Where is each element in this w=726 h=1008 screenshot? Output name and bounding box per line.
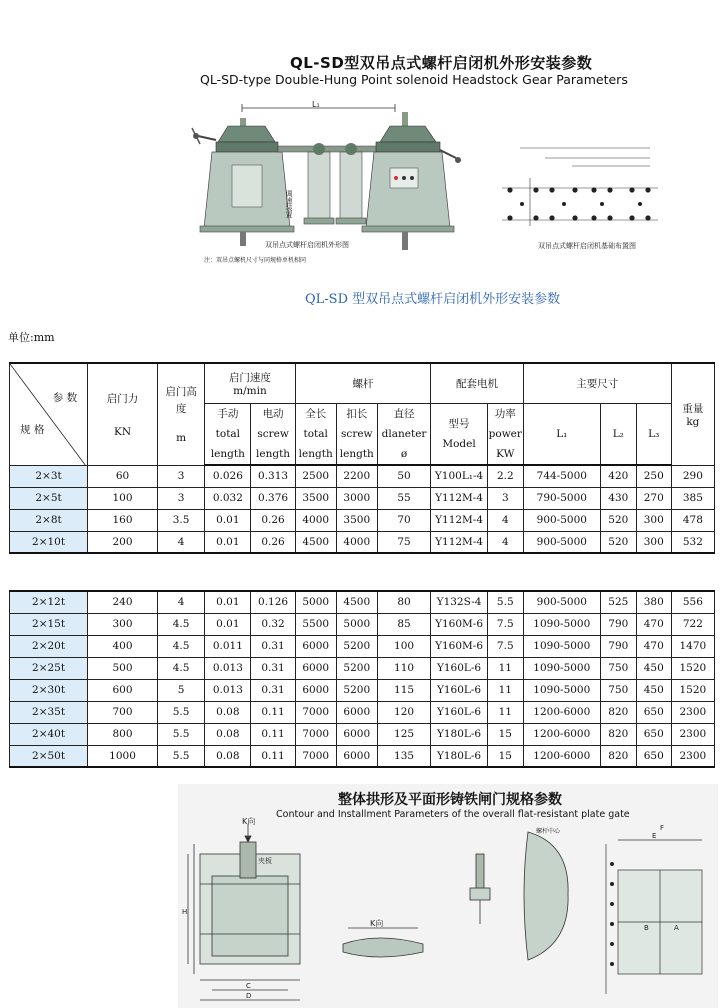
spec-cell: 2×15t [10,613,88,635]
data-cell: 0.11 [251,723,295,745]
spec-cell: 2×5t [10,487,88,509]
header-height [157,363,204,465]
header-dims: 主要尺寸 [523,363,671,403]
data-cell: 5.5 [157,723,204,745]
data-cell: 75 [377,531,430,553]
data-cell: 5200 [336,635,377,657]
data-cell: 420 [600,465,636,487]
clamp-label: 夹板 [258,857,272,865]
data-cell: 478 [671,509,714,531]
data-cell: 15 [487,745,523,767]
data-cell: 470 [636,613,671,635]
unit-label: 单位:mm [8,331,55,344]
data-cell: 0.313 [251,465,295,487]
data-cell: 430 [600,487,636,509]
header-motor: 配套电机 [431,363,523,403]
spec-cell: 2×40t [10,723,88,745]
data-cell: 5200 [336,679,377,701]
header-manual: 手动 total length [205,403,251,465]
data-cell: 4500 [336,591,377,613]
data-cell: 160 [88,509,158,531]
data-cell: 2500 [295,465,336,487]
data-cell: 0.013 [205,657,251,679]
data-cell: Y160L-6 [431,679,488,701]
corner-bottom-label: 规 格 [20,423,45,436]
data-cell: 500 [88,657,158,679]
header-speed-unit: m/min [233,384,267,397]
table-row [10,487,715,509]
data-cell: 7000 [295,723,336,745]
data-cell: 900-5000 [523,591,600,613]
gate-figure [178,784,718,1008]
data-cell: 3500 [336,509,377,531]
data-cell: Y180L-6 [431,723,488,745]
data-cell: 744-5000 [523,465,600,487]
data-cell: 15 [487,723,523,745]
data-cell: 0.31 [251,679,295,701]
k-direction-label: K向 [242,817,256,826]
data-cell: 200 [88,531,158,553]
header-electric: 电动 screw length [251,403,295,465]
data-cell: 0.08 [205,701,251,723]
data-cell: 0.013 [205,679,251,701]
data-cell: 5500 [295,613,336,635]
data-cell: 1200-6000 [523,701,600,723]
data-cell: 2200 [336,465,377,487]
dim-f-label: F [660,824,665,832]
data-cell: 1200-6000 [523,745,600,767]
data-cell: 7000 [295,745,336,767]
data-cell: 250 [636,465,671,487]
data-cell: 0.31 [251,657,295,679]
data-cell: 0.376 [251,487,295,509]
data-cell: 2300 [671,701,714,723]
data-cell: 1470 [671,635,714,657]
data-cell: 11 [487,657,523,679]
data-cell: 450 [636,679,671,701]
k-view-label: K向 [370,919,384,928]
data-cell: 520 [600,509,636,531]
data-cell: 50 [377,465,430,487]
data-cell: 0.01 [205,591,251,613]
data-cell: 5 [157,679,204,701]
table-body-group2 [10,591,715,767]
data-cell: 300 [636,531,671,553]
data-cell: 115 [377,679,430,701]
data-cell: 750 [600,657,636,679]
gate-figure-title-cn: 整体拱形及平面形铸铁闸门规格参数 [338,792,562,808]
caption-right: 双吊点式螺杆启闭机基础布置图 [538,242,636,250]
header-l2: L₂ [600,403,636,465]
caption-note: 注：双吊点螺机尺寸与同规格单机相同 [204,257,307,264]
header-corner [10,363,88,465]
header-weight-unit: kg [686,415,700,428]
data-cell: 470 [636,635,671,657]
side-label: 调速装置 [285,190,293,218]
data-cell: 0.026 [205,465,251,487]
data-cell: 1200-6000 [523,723,600,745]
header-height-unit: m [176,432,187,445]
data-cell: 100 [88,487,158,509]
header-l3: L₃ [636,403,671,465]
dim-h-label: H [182,908,188,916]
spec-cell: 2×20t [10,635,88,657]
data-cell: 1520 [671,657,714,679]
table-body-group1 [10,465,715,553]
table-row [10,591,715,613]
data-cell: 532 [671,531,714,553]
spec-cell: 2×10t [10,531,88,553]
data-cell: Y112M-4 [431,531,488,553]
data-cell: 750 [600,679,636,701]
data-cell: 0.31 [251,635,295,657]
data-cell: 4.5 [157,635,204,657]
spec-cell: 2×12t [10,591,88,613]
data-cell: 525 [600,591,636,613]
header-weight-label: 重量 [682,402,704,415]
data-cell: 722 [671,613,714,635]
dim-d-label: D [246,992,252,1000]
data-cell: Y180L-6 [431,745,488,767]
data-cell: 6000 [336,701,377,723]
data-cell: 2300 [671,745,714,767]
data-cell: 0.01 [205,509,251,531]
data-cell: 3000 [336,487,377,509]
data-cell: 0.08 [205,723,251,745]
data-cell: 520 [600,531,636,553]
header-speed [205,363,295,403]
data-cell: 5.5 [487,591,523,613]
table-row [10,465,715,487]
figure-title-en: QL-SD-type Double-Hung Point solenoid Headstock Gear Parameters [200,72,628,87]
data-cell: 5.5 [157,745,204,767]
data-cell: 11 [487,701,523,723]
data-cell: 800 [88,723,158,745]
data-cell: 5.5 [157,701,204,723]
table-row [10,635,715,657]
header-speed-label: 启门速度 [228,371,271,384]
headstock-figure [180,40,680,270]
data-cell: 4 [157,531,204,553]
headstock-drawing [180,40,680,270]
data-cell: 6000 [295,635,336,657]
data-cell: 600 [88,679,158,701]
data-cell: 300 [636,509,671,531]
data-cell: 4000 [295,509,336,531]
header-l1: L₁ [523,403,600,465]
header-power: 功率 power KW [487,403,523,465]
data-cell: Y160M-6 [431,613,488,635]
data-cell: 3 [487,487,523,509]
data-cell: 650 [636,723,671,745]
data-cell: 11 [487,679,523,701]
data-cell: 385 [671,487,714,509]
data-cell: 240 [88,591,158,613]
data-cell: 0.01 [205,613,251,635]
data-cell: 0.26 [251,531,295,553]
header-total-length: 全长 total length [295,403,336,465]
spec-cell: 2×3t [10,465,88,487]
spec-cell: 2×30t [10,679,88,701]
caption-left: 双吊点式螺杆启闭机外形图 [265,241,349,249]
data-cell: 2.2 [487,465,523,487]
table-row [10,723,715,745]
data-cell: 6000 [336,745,377,767]
spec-cell: 2×25t [10,657,88,679]
data-cell: 0.32 [251,613,295,635]
data-cell: 6000 [295,679,336,701]
header-weight [671,363,714,465]
header-screw-length: 扣长 screw length [336,403,377,465]
table-row [10,613,715,635]
data-cell: Y112M-4 [431,487,488,509]
header-force-unit: KN [114,425,132,438]
table-row [10,679,715,701]
data-cell: 0.01 [205,531,251,553]
data-cell: Y160L-6 [431,657,488,679]
data-cell: 650 [636,745,671,767]
header-force-label: 启门力 [106,392,139,405]
dim-a-label: A [674,924,679,932]
data-cell: 1520 [671,679,714,701]
data-cell: 270 [636,487,671,509]
data-cell: 4 [487,531,523,553]
data-cell: Y160M-6 [431,635,488,657]
data-cell: 290 [671,465,714,487]
data-cell: 0.011 [205,635,251,657]
spec-cell: 2×8t [10,509,88,531]
data-cell: 0.11 [251,745,295,767]
data-cell: 380 [636,591,671,613]
spec-table-1 [9,362,715,554]
data-cell: 820 [600,723,636,745]
data-cell: 300 [88,613,158,635]
section-heading: QL-SD 型双吊点式螺杆启闭机外形安装参数 [305,292,561,307]
data-cell: 135 [377,745,430,767]
data-cell: 3.5 [157,509,204,531]
data-cell: Y100L₁-4 [431,465,488,487]
data-cell: 790 [600,613,636,635]
data-cell: 4 [487,509,523,531]
data-cell: 7.5 [487,613,523,635]
data-cell: 4000 [336,531,377,553]
figure-title-cn: QL-SD型双吊点式螺杆启闭机外形安装参数 [290,54,593,72]
data-cell: 4.5 [157,657,204,679]
corner-top-label: 参 数 [52,392,78,404]
data-cell: 4500 [295,531,336,553]
data-cell: 5000 [295,591,336,613]
data-cell: 60 [88,465,158,487]
table-row [10,509,715,531]
data-cell: 4 [157,591,204,613]
data-cell: 7.5 [487,635,523,657]
data-cell: 0.126 [251,591,295,613]
data-cell: 820 [600,701,636,723]
corner-diagonal [10,364,86,466]
data-cell: 1090-5000 [523,657,600,679]
dim-e-label: E [652,832,657,840]
data-cell: 790-5000 [523,487,600,509]
data-cell: 80 [377,591,430,613]
data-cell: 556 [671,591,714,613]
gate-figure-title-en: Contour and Installment Parameters of the overall flat-resistant plate gate [276,809,630,820]
data-cell: 125 [377,723,430,745]
data-cell: 1090-5000 [523,679,600,701]
header-force [88,363,158,465]
data-cell: 55 [377,487,430,509]
data-cell: 0.11 [251,701,295,723]
spec-cell: 2×35t [10,701,88,723]
data-cell: 0.08 [205,745,251,767]
dim-c-label: C [246,982,251,990]
data-cell: 5000 [336,613,377,635]
data-cell: 6000 [295,657,336,679]
data-cell: 400 [88,635,158,657]
data-cell: 100 [377,635,430,657]
data-cell: Y112M-4 [431,509,488,531]
data-cell: 1000 [88,745,158,767]
header-height-label: 启门高度 [165,386,197,416]
data-cell: 450 [636,657,671,679]
data-cell: 5200 [336,657,377,679]
gate-drawing [178,784,718,1008]
data-cell: 110 [377,657,430,679]
data-cell: 1090-5000 [523,635,600,657]
data-cell: 0.26 [251,509,295,531]
data-cell: 6000 [336,723,377,745]
data-cell: 700 [88,701,158,723]
data-cell: 3 [157,465,204,487]
header-model: 型号 Model [431,403,488,465]
table-row [10,701,715,723]
dim-l1-label: L₁ [312,100,320,109]
data-cell: 4.5 [157,613,204,635]
dim-b-label: B [644,924,649,932]
header-screw: 螺杆 [295,363,431,403]
data-cell: Y132S-4 [431,591,488,613]
data-cell: 650 [636,701,671,723]
data-cell: 2300 [671,723,714,745]
data-cell: 820 [600,745,636,767]
data-cell: 85 [377,613,430,635]
data-cell: 120 [377,701,430,723]
data-cell: 7000 [295,701,336,723]
data-cell: 3500 [295,487,336,509]
spec-cell: 2×50t [10,745,88,767]
table-row [10,531,715,553]
data-cell: 70 [377,509,430,531]
data-cell: 790 [600,635,636,657]
data-cell: 0.032 [205,487,251,509]
table-row [10,657,715,679]
data-cell: 3 [157,487,204,509]
data-cell: Y160L-6 [431,701,488,723]
data-cell: 1090-5000 [523,613,600,635]
screw-center-label: 螺杆中心 [536,828,561,835]
spec-table-2 [9,590,715,768]
header-diameter: 直径 dlaneter ø [377,403,430,465]
data-cell: 900-5000 [523,531,600,553]
data-cell: 900-5000 [523,509,600,531]
table-row [10,745,715,767]
